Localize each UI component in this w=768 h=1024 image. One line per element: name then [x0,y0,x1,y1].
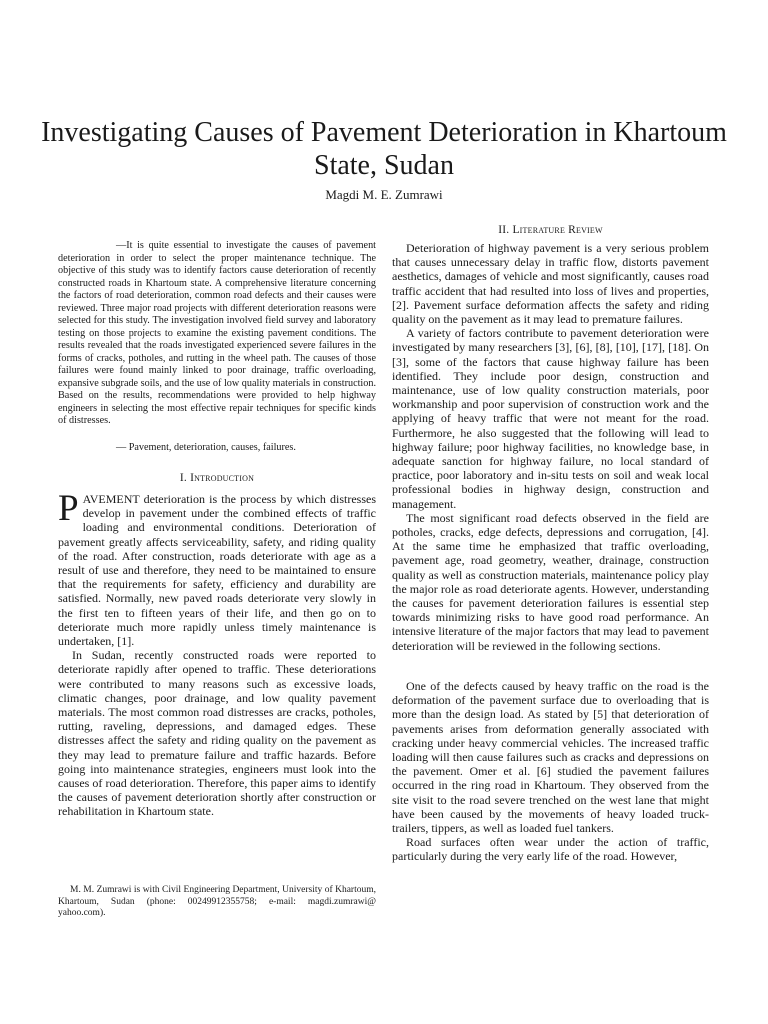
section-heading-introduction: I. Introduction [179,472,255,484]
drop-cap: P [58,488,79,529]
abstract: —It is quite essential to investigate the causes of pavement deterioration in order to select the proper maintenance technique. The objective of this study was to identify factors cause deterioration of recently constructed roads in Khartoum state. A comprehensive literature concerning the factors of road deterioration, common road defects and their causes were reviewed. Three major road projects with different deterioration reasons were selected for this study. The investigation involved field survey and laboratory testing on those projects to examine the existing pavement conditions. The results revealed that the roads investigated experienced severe failures in the forms of cracks, potholes, and rutting in the wheel path. The causes of those failures were found mainly linked to poor drainage, traffic overloading, expansive subgrade soils, and the use of low quality materials in construction. Based on the results, recommendations were provided to help highway engineers in selecting the most effective repair techniques for specific kinds of distresses. [58,240,376,426]
section-heading-literature-review: II. Literature Review [498,224,603,236]
introduction-paragraph-2: In Sudan, recently constructed roads were reported to deteriorate rapidly after opened to traffic. These deteriorations were contributed to many reasons such as excessive loads, climatic changes, poor drainage, and low quality pavement materials. The most common road distresses are cracks, potholes, rutting, raveling, depressions, and damaged edges. These distresses affect the safety and riding quality on the pavement as they may lead to premature failure and traffic hazards. Before going into maintenance strategies, engineers must look into the causes of road deterioration. Therefore, this paper aims to identify the causes of pavement deterioration shortly after construction or rehabilitation in Khartoum state. [58,648,376,819]
literature-paragraph-3: The most significant road defects observed in the field are potholes, cracks, edge defects, depressions and corrugation, [4]. At the same time he emphasized that traffic overloading, pavement age, road geometry, weather, drainage, construction quality as well as construction materials, maintenance policy play the major role as road deteriorate agents. However, understanding the causes for pavement deterioration failures is essential step towards minimizing risks to have good road performance. An intensive literature of the major factors that may lead to pavement deterioration will be reviewed in the following sections. [392,510,709,653]
introduction-paragraph-1-text: AVEMENT deterioration is the process by which distresses develop in pavement under the combined effects of traffic loading and environmental conditions. Deterioration of pavement greatly affects serviceability, safety, and riding quality of the road. After construction, roads deteriorate with age as a result of use and therefore, they need to be maintained to ensure that the requirements for safety, efficiency and durability are satisfied. Normally, new paved roads deteriorate very slowly in the first ten to fifteen years of their life, and then go on to deteriorate much more rapidly unless timely maintenance is undertaken, [1]. [58,492,376,649]
literature-paragraph-5: Road surfaces often wear under the action of traffic, particularly during the very early life of the road. However, [392,835,709,864]
subsection-gap [392,653,709,679]
author-footnote: M. M. Zumrawi is with Civil Engineering Department, University of Khartoum, Khartoum, Sudan (phone: 00249912355758; e-mail: magdi.zumrawi@ yahoo.com). [58,885,376,918]
literature-paragraph-4: One of the defects caused by heavy traffic on the road is the deformation of the pavement surface due to overloading that is more than the design load. As stated by [5] that deterioration of pavements arises from deformation generally associated with cracking under heavy commercial vehicles. The increased traffic loading will then cause failures such as cracks and depressions on the pavement. Omer et al. [6] studied the pavement failures occurred in the ring road in Khartoum. They observed from the site visit to the road severe trenched on the west lane that might have been caused by the movements of heavy loaded truck-trailers, tippers, as well as loaded fuel tankers. [392,678,709,835]
author-name: Magdi M. E. Zumrawi [325,187,443,202]
right-column [392,224,709,864]
paper-title: Investigating Causes of Pavement Deterioration in Khartoum State, Sudan [41,117,727,181]
literature-paragraph-2: A variety of factors contribute to pavement deterioration were investigated by many researchers [3], [6], [8], [10], [17], [18]. On [3], some of the factors that cause highway failure has been identified. They include poor design, construction and maintenance, use of low quality construction materials, poor workmanship and poor supervision of construction work and the applying of heavy traffic that were not meant for the road. Furthermore, he also suggested that the following will lead to highway failure; poor highway facilities, no knowledge base, in adequate sanction for highway failure, no local standard of practice, poor laboratory and in-situ tests on soil and weak local professional bodies in highway design, construction and management. [392,326,709,511]
introduction-paragraph-1 [58,488,376,649]
left-column [58,240,376,819]
keywords: — Pavement, deterioration, causes, failures. [116,441,296,453]
literature-paragraph-1: Deterioration of highway pavement is a very serious problem that causes unnecessary delay in traffic flow, distorts pavement aesthetics, damages of vehicle and most significantly, causes road traffic accident that had resulted into loss of lives and properties, [2]. Pavement surface deformation affects the safety and riding quality on the pavement as it may lead to premature failures. [392,241,709,327]
